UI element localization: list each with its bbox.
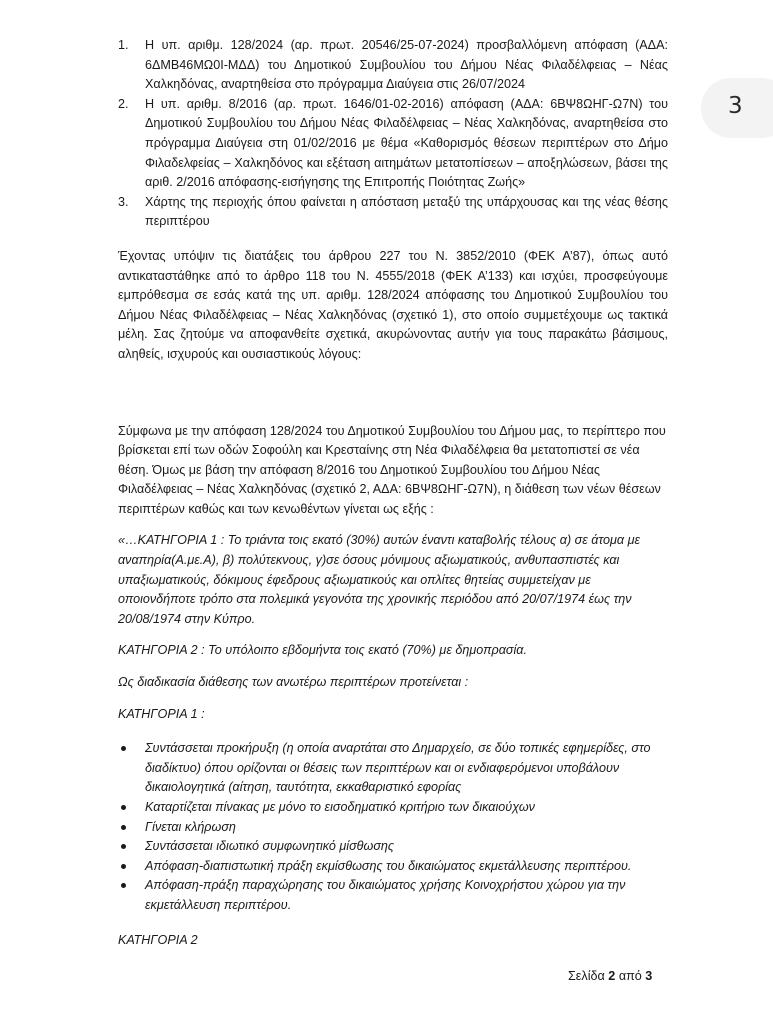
bullet-icon [121,883,126,888]
page-indicator-badge[interactable] [701,78,773,138]
attachment-text: Η υπ. αριθμ. 128/2024 (αρ. πρωτ. 20546/25-07-2024) προσβαλλόμενη απόφαση (ΑΔΑ: 6ΔΜΒ46ΜΩ0Ι-ΜΔΔ) του Δημοτικού Συμβουλίου του Δήμου Νέας Φιλαδέλφειας – Νέας Χαλκηδόνας, αναρτηθείσα στο πρόγραμμα Διαύγεια στις 26/07/2024 [145,38,668,92]
bullet-icon [121,864,126,869]
category-1-steps [118,739,668,915]
page-footer [568,967,652,987]
footer-separator: από [618,969,642,983]
attachment-text: Χάρτης της περιοχής όπου φαίνεται η απόσταση μεταξύ της υπάρχουσας και της νέας θέσης περιπτέρου [145,194,668,229]
footer-prefix: Σελίδα [568,969,605,983]
category-1-heading: ΚΑΤΗΓΟΡΙΑ 1 : [118,706,205,721]
attachment-item [118,95,668,193]
attachment-text: Η υπ. αριθμ. 8/2016 (αρ. πρωτ. 1646/01-02-2016) απόφαση (ΑΔΑ: 6ΒΨ8ΩΗΓ-Ω7Ν) του Δημοτικού Συμβουλίου του Δήμου Νέας Φιλαδέλφειας – Νέας Χαλκηδόνας, αναρτηθείσα στο πρόγραμμα Διαύγεια στη 01/02/2016 με θέμα «Καθορισμός θέσεων περιπτέρων στο Δήμο Φιλαδελφείας – Χαλκηδόνος και εξέταση αιτημάτων μετατοπίσεων – αποξηλώσεων, βάσει της αριθ. 2/2016 απόφασης-εισήγησης της Επιτροπής Ποιότητας Ζωής» [145,96,668,190]
list-number: 2. [118,96,129,111]
footer-current-page: 2 [608,969,616,983]
list-number: 3. [118,194,129,209]
attachments-list [118,36,668,232]
step-text: Γίνεται κλήρωση [145,819,236,834]
procedure-intro: Ως διαδικασία διάθεσης των ανωτέρω περιπτέρων προτείνεται : [118,675,469,690]
quote-category-1: «…ΚΑΤΗΓΟΡΙΑ 1 : Το τριάντα τοις εκατό (30%) αυτών έναντι καταβολής τέλους α) σε άτομα με αναπηρία(Α.με.Α), β) πολύτεκνους, γ)σε όσους μόνιμους αξιωματικούς, ανθυπασπιστές και υπαξιωματικούς, δόκιμους έφεδρους αξιωματικούς και οπλίτες θητείας συμμετείχαν με οποιονδήποτε τρόπο στα πολεμικά γεγονότα της χρονικής περιόδου από 20/07/1974 έως την 20/08/1974 στην Κύπρο. [118,533,641,626]
document-page [118,36,668,950]
bullet-icon [121,746,126,751]
step-text: Απόφαση-διαπιστωτική πράξη εκμίσθωσης του δικαιώματος εκμετάλλευσης περιπτέρου. [145,858,632,873]
list-number: 1. [118,38,129,52]
attachment-item [118,36,668,95]
step-text: Απόφαση-πράξη παραχώρησης του δικαιώματος χρήσης Κοινοχρήστου χώρου για την εκμετάλλευση περιπτέρου. [145,878,626,912]
page-indicator-number: 3 [728,93,743,119]
step-item [118,798,668,818]
bullet-icon [121,825,126,830]
footer-total-pages: 3 [645,969,653,983]
step-item [118,876,668,915]
step-item [118,818,668,838]
step-text: Καταρτίζεται πίνακας με μόνο το εισοδηματικό κριτήριο των δικαιούχων [145,800,535,814]
bullet-icon [121,844,126,849]
step-item [118,857,668,877]
quote-category-2: ΚΑΤΗΓΟΡΙΑ 2 : Το υπόλοιπο εβδομήντα τοις εκατό (70%) με δημοπρασία. [118,643,527,658]
step-text: Συντάσσεται ιδιωτικό συμφωνητικό μίσθωσης [145,839,395,854]
category-2-heading: ΚΑΤΗΓΟΡΙΑ 2 [118,932,198,947]
step-item [118,739,668,798]
step-text: Συντάσσεται προκήρυξη (η οποία αναρτάται στο Δημαρχείο, σε δύο τοπικές εφημερίδες, στο διαδίκτυο) όπου ορίζονται οι θέσεις των περιπτέρων και οι ενδιαφερόμενοι υποβάλουν δικαιολογητικά (αίτηση, ταυτότητα, εκκαθαριστικό εφορίας [145,741,651,795]
step-item [118,837,668,857]
bullet-icon [121,805,126,810]
attachment-item [118,193,668,232]
main-paragraph: Σύμφωνα με την απόφαση 128/2024 του Δημοτικού Συμβουλίου του Δήμου μας, το περίπτερο που βρίσκεται επί των οδών Σοφούλη και Κρεσταίνης στη Νέα Φιλαδέλφεια θα μετατοπιστεί σε νέα θέση. Όμως με βάση την απόφαση 8/2016 του Δημοτικού Συμβουλίου του Δήμου Νέας Φιλαδέλφειας – Νέας Χαλκηδόνας (σχετικό 2, ΑΔΑ: 6ΒΨ8ΩΗΓ-Ω7Ν), η διάθεση των νέων θέσεων περιπτέρων καθώς και των κενωθέντων γίνεται ως εξής : [118,423,666,516]
intro-paragraph: Έχοντας υπόψιν τις διατάξεις του άρθρου 227 του Ν. 3852/2010 (ΦΕΚ Α’87), όπως αυτό αντικαταστάθηκε από το άρθρο 118 του Ν. 4555/2018 (ΦΕΚ Α’133) και ισχύει, προσφεύγουμε εμπρόθεσμα σε εσάς κατά της υπ. αριθμ. 128/2024 απόφασης του Δημοτικού Συμβουλίου του Δήμου Νέας Φιλαδέλφειας – Νέας Χαλκηδόνας (σχετικό 1), στο οποίο συμμετέχουμε ως τακτικά μέλη. Σας ζητούμε να αποφανθείτε σχετικά, ακυρώνοντας αυτήν για τους παρακάτω βάσιμους, αληθείς, ισχυρούς και ουσιαστικούς λόγους: [118,248,668,361]
